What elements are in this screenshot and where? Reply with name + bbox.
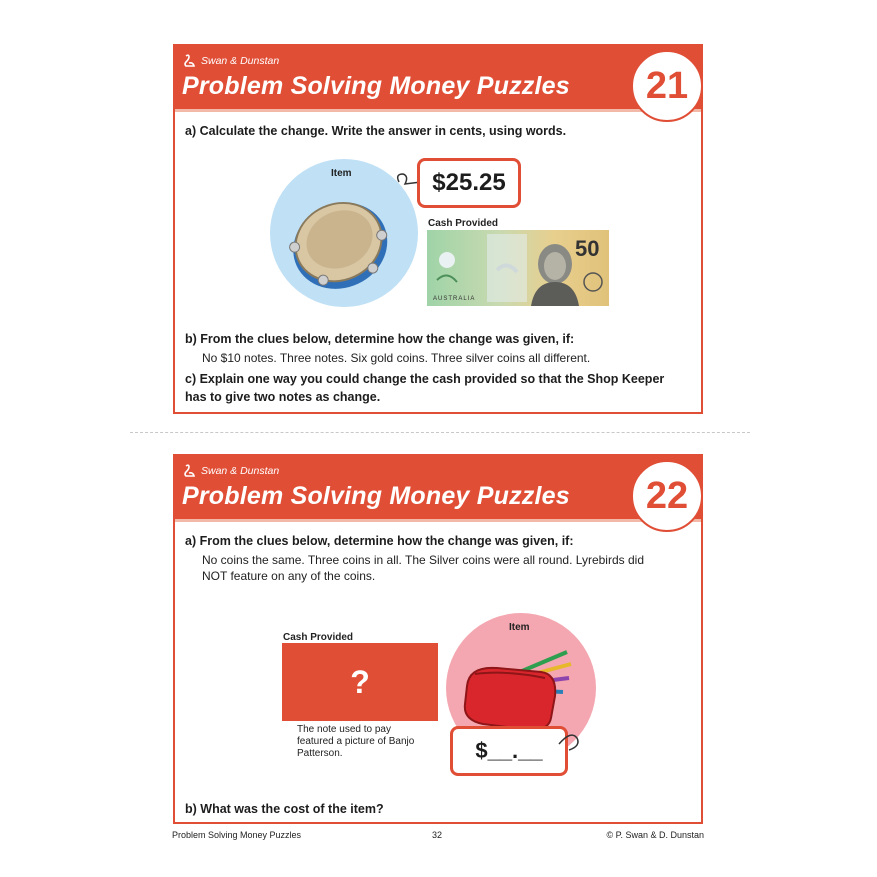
unknown-note-mark: ? bbox=[350, 663, 370, 700]
price-blank: $__.__ bbox=[475, 738, 543, 763]
unknown-note bbox=[282, 643, 438, 721]
swan-logo-icon bbox=[183, 464, 195, 478]
tag-string-icon bbox=[557, 726, 583, 756]
question-a: a) From the clues below, determine how the change was given, if: bbox=[185, 534, 574, 548]
item-label: Item bbox=[509, 622, 530, 633]
question-a-clues-line2: NOT feature on any of the coins. bbox=[202, 569, 376, 583]
card-title: Problem Solving Money Puzzles bbox=[182, 482, 570, 510]
item-label: Item bbox=[331, 168, 352, 179]
note-clue-line3: Patterson. bbox=[297, 748, 343, 759]
card-header bbox=[175, 46, 701, 112]
fifty-dollar-note bbox=[427, 230, 609, 306]
price-value: $25.25 bbox=[432, 169, 506, 196]
question-b-clues: No $10 notes. Three notes. Six gold coins. Three silver coins all different. bbox=[202, 351, 591, 365]
puzzle-card-21 bbox=[173, 44, 703, 414]
brand bbox=[183, 464, 279, 478]
question-a-clues-line1: No coins the same. Three coins in all. The Silver coins were all round. Lyrebirds did bbox=[202, 553, 644, 567]
cut-line-divider bbox=[130, 432, 750, 433]
note-country: AUSTRALIA bbox=[433, 296, 476, 302]
cash-provided-label: Cash Provided bbox=[428, 218, 499, 229]
puzzle-number: 22 bbox=[631, 460, 703, 532]
brand-name: Swan & Dunstan bbox=[201, 55, 280, 67]
card-header bbox=[175, 456, 701, 522]
note-clue-line1: The note used to pay bbox=[297, 724, 391, 735]
cash-provided-label: Cash Provided bbox=[283, 632, 354, 643]
swan-logo-icon bbox=[183, 54, 195, 68]
card-title: Problem Solving Money Puzzles bbox=[182, 72, 570, 100]
note-value: 50 bbox=[575, 236, 600, 261]
puzzle-number: 21 bbox=[631, 50, 703, 122]
price-tag bbox=[417, 158, 521, 208]
question-b: b) From the clues below, determine how the change was given, if: bbox=[185, 332, 575, 346]
note-clue-line2: featured a picture of Banjo bbox=[297, 736, 415, 747]
brand bbox=[183, 54, 279, 68]
brand-name: Swan & Dunstan bbox=[201, 465, 280, 477]
question-a: a) Calculate the change. Write the answer in cents, using words. bbox=[185, 124, 567, 138]
question-b: b) What was the cost of the item? bbox=[185, 802, 384, 816]
question-c-line2: has to give two notes as change. bbox=[185, 390, 381, 404]
puzzle-card-22 bbox=[173, 454, 703, 824]
page-number: 32 bbox=[432, 830, 443, 840]
footer-copyright: © P. Swan & D. Dunstan bbox=[606, 830, 704, 840]
footer-title: Problem Solving Money Puzzles bbox=[172, 830, 302, 840]
price-tag bbox=[450, 726, 568, 776]
question-c-line1: c) Explain one way you could change the cash provided so that the Shop Keeper bbox=[185, 372, 665, 386]
